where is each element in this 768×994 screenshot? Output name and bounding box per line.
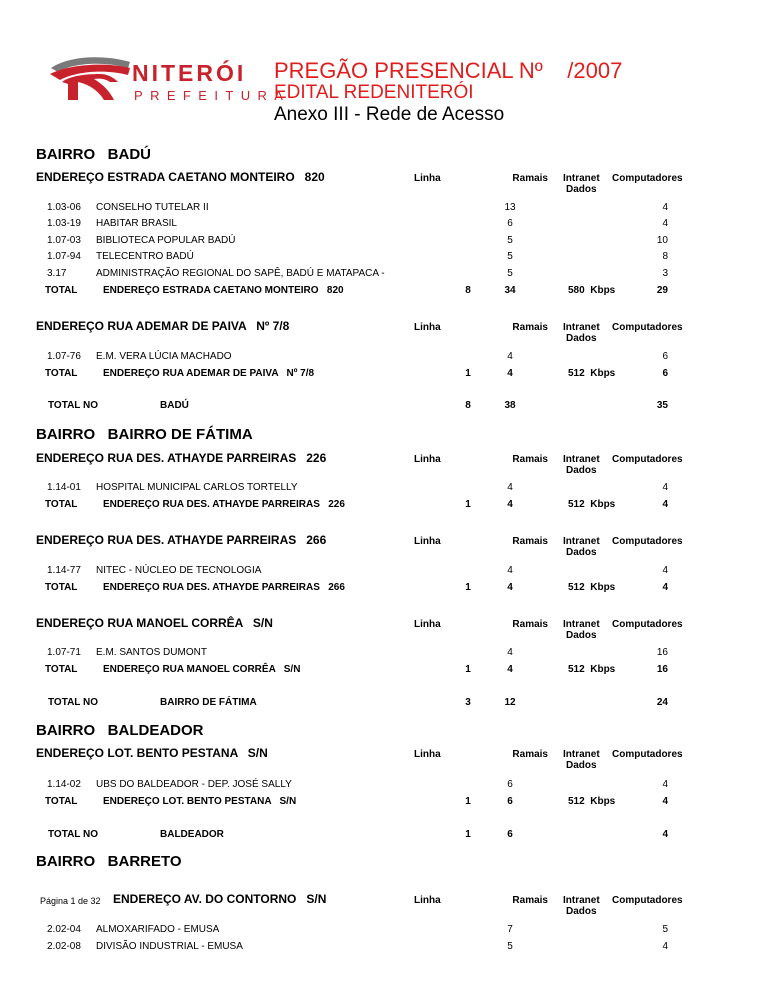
- col-intranet: Intranet: [563, 895, 600, 906]
- col-intranet: Intranet: [563, 619, 600, 630]
- col-linha: Linha: [414, 619, 441, 630]
- title-line-3: Anexo III - Rede de Acesso: [274, 104, 505, 125]
- col-ramais: Ramais: [512, 173, 548, 184]
- col-ramais: Ramais: [512, 895, 548, 906]
- logo: [48, 52, 291, 106]
- total-endereco: ENDEREÇO RUA DES. ATHAYDE PARREIRAS 266: [103, 582, 345, 593]
- total-ramais: 4: [507, 582, 513, 593]
- bairro-title: BAIRRO BARRETO: [36, 853, 182, 870]
- total-dados: 580 Kbps: [568, 285, 616, 296]
- total-no-linha: 8: [465, 400, 471, 411]
- total-dados: 512 Kbps: [568, 499, 616, 510]
- endereco-title: ENDEREÇO RUA DES. ATHAYDE PARREIRAS 266: [36, 533, 327, 547]
- col-computadores: Computadores: [612, 322, 683, 333]
- row-name: UBS DO BALDEADOR - DEP. JOSÉ SALLY: [96, 779, 292, 790]
- col-intranet: Intranet: [563, 454, 600, 465]
- col-dados: Dados: [566, 906, 597, 917]
- row-comp: 3: [662, 268, 668, 279]
- total-endereco: ENDEREÇO RUA DES. ATHAYDE PARREIRAS 226: [103, 499, 345, 510]
- col-ramais: Ramais: [512, 619, 548, 630]
- total-dados: 512 Kbps: [568, 368, 616, 379]
- row-comp: 4: [662, 202, 668, 213]
- total-label: TOTAL: [45, 582, 78, 593]
- col-linha: Linha: [414, 454, 441, 465]
- total-no-name: BAIRRO DE FÁTIMA: [160, 697, 257, 708]
- total-label: TOTAL: [45, 796, 78, 807]
- row-ramais: 4: [507, 647, 513, 658]
- total-no-label: TOTAL NO: [48, 829, 98, 840]
- endereco-title: ENDEREÇO RUA MANOEL CORRÊA S/N: [36, 616, 273, 630]
- row-code: 1.14-77: [47, 565, 81, 576]
- col-dados: Dados: [566, 547, 597, 558]
- col-linha: Linha: [414, 322, 441, 333]
- col-computadores: Computadores: [612, 895, 683, 906]
- col-ramais: Ramais: [512, 536, 548, 547]
- total-ramais: 4: [507, 368, 513, 379]
- endereco-title: ENDEREÇO AV. DO CONTORNO S/N: [113, 892, 327, 906]
- row-code: 1.14-02: [47, 779, 81, 790]
- col-ramais: Ramais: [512, 454, 548, 465]
- row-ramais: 6: [507, 218, 513, 229]
- col-intranet: Intranet: [563, 322, 600, 333]
- col-dados: Dados: [566, 630, 597, 641]
- total-label: TOTAL: [45, 368, 78, 379]
- total-comp: 16: [656, 664, 668, 675]
- row-name: HOSPITAL MUNICIPAL CARLOS TORTELLY: [96, 482, 298, 493]
- col-dados: Dados: [566, 465, 597, 476]
- col-dados: Dados: [566, 760, 597, 771]
- logo-text-bottom: PREFEITURA: [134, 88, 291, 103]
- total-dados: 512 Kbps: [568, 796, 616, 807]
- row-ramais: 5: [507, 941, 513, 952]
- col-computadores: Computadores: [612, 536, 683, 547]
- total-no-linha: 3: [465, 697, 471, 708]
- row-comp: 10: [656, 235, 668, 246]
- row-name: CONSELHO TUTELAR II: [96, 202, 209, 213]
- total-dados: 512 Kbps: [568, 582, 616, 593]
- endereco-title: ENDEREÇO LOT. BENTO PESTANA S/N: [36, 746, 268, 760]
- total-no-label: TOTAL NO: [48, 400, 98, 411]
- total-no-ramais: 6: [507, 829, 513, 840]
- total-no-comp: 24: [656, 697, 668, 708]
- row-code: 2.02-04: [47, 924, 81, 935]
- total-no-comp: 35: [656, 400, 668, 411]
- col-ramais: Ramais: [512, 749, 548, 760]
- total-no-ramais: 38: [504, 400, 516, 411]
- row-name: ADMINISTRAÇÃO REGIONAL DO SAPÊ, BADÚ E MATAPACA -: [96, 268, 385, 279]
- col-computadores: Computadores: [612, 454, 683, 465]
- row-name: E.M. VERA LÚCIA MACHADO: [96, 351, 232, 362]
- total-linha: 1: [465, 582, 471, 593]
- row-comp: 4: [662, 941, 668, 952]
- endereco-title: ENDEREÇO ESTRADA CAETANO MONTEIRO 820: [36, 170, 325, 184]
- row-comp: 5: [662, 924, 668, 935]
- total-label: TOTAL: [45, 499, 78, 510]
- endereco-title: ENDEREÇO RUA DES. ATHAYDE PARREIRAS 226: [36, 451, 327, 465]
- bairro-title: BAIRRO BADÚ: [36, 146, 151, 163]
- row-code: 2.02-08: [47, 941, 81, 952]
- endereco-title: ENDEREÇO RUA ADEMAR DE PAIVA Nº 7/8: [36, 319, 290, 333]
- niteroi-logo-icon: [48, 52, 133, 104]
- total-ramais: 4: [507, 664, 513, 675]
- row-code: 1.03-19: [47, 218, 81, 229]
- row-name: HABITAR BRASIL: [96, 218, 177, 229]
- total-linha: 8: [465, 285, 471, 296]
- total-linha: 1: [465, 664, 471, 675]
- col-dados: Dados: [566, 184, 597, 195]
- row-comp: 8: [662, 251, 668, 262]
- col-linha: Linha: [414, 536, 441, 547]
- col-intranet: Intranet: [563, 536, 600, 547]
- total-label: TOTAL: [45, 664, 78, 675]
- total-comp: 4: [662, 499, 668, 510]
- total-endereco: ENDEREÇO LOT. BENTO PESTANA S/N: [103, 796, 297, 807]
- total-no-name: BADÚ: [160, 400, 189, 411]
- total-linha: 1: [465, 499, 471, 510]
- row-ramais: 5: [507, 235, 513, 246]
- col-intranet: Intranet: [563, 749, 600, 760]
- total-ramais: 6: [507, 796, 513, 807]
- row-code: 1.14-01: [47, 482, 81, 493]
- col-dados: Dados: [566, 333, 597, 344]
- total-linha: 1: [465, 796, 471, 807]
- total-ramais: 4: [507, 499, 513, 510]
- total-no-name: BALDEADOR: [160, 829, 224, 840]
- row-comp: 16: [656, 647, 668, 658]
- row-code: 1.07-71: [47, 647, 81, 658]
- row-ramais: 5: [507, 268, 513, 279]
- total-endereco: ENDEREÇO ESTRADA CAETANO MONTEIRO 820: [103, 285, 344, 296]
- row-ramais: 13: [504, 202, 516, 213]
- col-computadores: Computadores: [612, 619, 683, 630]
- total-linha: 1: [465, 368, 471, 379]
- row-ramais: 4: [507, 565, 513, 576]
- col-ramais: Ramais: [512, 322, 548, 333]
- row-comp: 4: [662, 482, 668, 493]
- row-name: E.M. SANTOS DUMONT: [96, 647, 207, 658]
- row-name: TELECENTRO BADÚ: [96, 251, 194, 262]
- row-ramais: 7: [507, 924, 513, 935]
- row-name: BIBLIOTECA POPULAR BADÚ: [96, 235, 236, 246]
- page-number: Página 1 de 32: [40, 896, 101, 906]
- total-endereco: ENDEREÇO RUA MANOEL CORRÊA S/N: [103, 664, 301, 675]
- total-no-label: TOTAL NO: [48, 697, 98, 708]
- row-code: 1.07-76: [47, 351, 81, 362]
- total-ramais: 34: [504, 285, 516, 296]
- total-endereco: ENDEREÇO RUA ADEMAR DE PAIVA Nº 7/8: [103, 368, 315, 379]
- row-comp: 4: [662, 565, 668, 576]
- row-ramais: 4: [507, 482, 513, 493]
- logo-text-top: NITERÓI: [132, 60, 247, 86]
- row-comp: 6: [662, 351, 668, 362]
- row-ramais: 4: [507, 351, 513, 362]
- row-name: ALMOXARIFADO - EMUSA: [96, 924, 220, 935]
- row-code: 1.07-03: [47, 235, 81, 246]
- row-comp: 4: [662, 779, 668, 790]
- title-line-2: EDITAL REDENITERÓI: [274, 82, 474, 103]
- row-code: 1.03-06: [47, 202, 81, 213]
- row-name: DIVISÃO INDUSTRIAL - EMUSA: [96, 941, 243, 952]
- total-comp: 29: [656, 285, 668, 296]
- row-name: NITEC - NÚCLEO DE TECNOLOGIA: [96, 565, 262, 576]
- total-comp: 4: [662, 796, 668, 807]
- total-comp: 6: [662, 368, 668, 379]
- col-linha: Linha: [414, 173, 441, 184]
- col-linha: Linha: [414, 749, 441, 760]
- row-ramais: 6: [507, 779, 513, 790]
- col-intranet: Intranet: [563, 173, 600, 184]
- row-code: 1.07-94: [47, 251, 81, 262]
- row-comp: 4: [662, 218, 668, 229]
- total-label: TOTAL: [45, 285, 78, 296]
- bairro-title: BAIRRO BALDEADOR: [36, 722, 204, 739]
- title-line-1: PREGÃO PRESENCIAL Nº /2007: [274, 58, 623, 83]
- bairro-title: BAIRRO BAIRRO DE FÁTIMA: [36, 426, 253, 443]
- total-no-ramais: 12: [504, 697, 516, 708]
- col-computadores: Computadores: [612, 173, 683, 184]
- total-no-linha: 1: [465, 829, 471, 840]
- row-ramais: 5: [507, 251, 513, 262]
- row-code: 3.17: [47, 268, 67, 279]
- total-dados: 512 Kbps: [568, 664, 616, 675]
- total-comp: 4: [662, 582, 668, 593]
- col-computadores: Computadores: [612, 749, 683, 760]
- col-linha: Linha: [414, 895, 441, 906]
- total-no-comp: 4: [662, 829, 668, 840]
